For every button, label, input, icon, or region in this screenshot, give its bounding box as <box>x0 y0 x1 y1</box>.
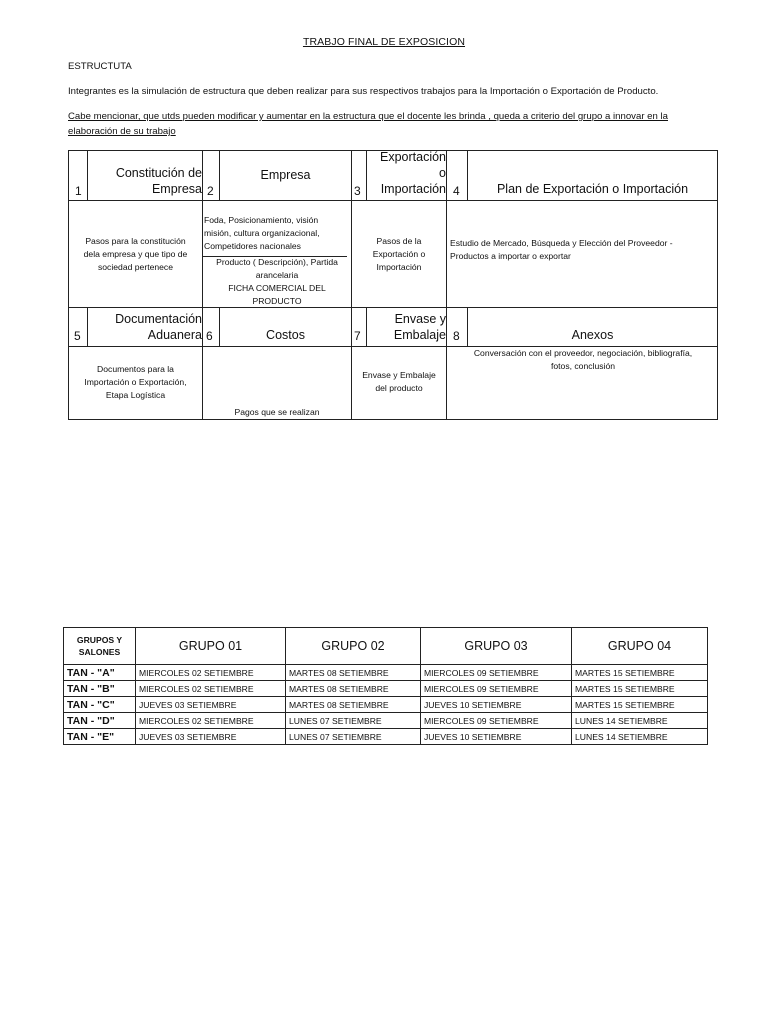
table-row <box>64 713 708 729</box>
salon-cell: TAN - "D" <box>64 713 136 729</box>
section-number: 6 <box>206 329 213 343</box>
desc-text: Conversación con el proveedor, negociación, bibliografía, <box>473 348 693 358</box>
desc-text: Importación o Exportación, <box>84 376 187 387</box>
header-empresa: Empresa <box>260 168 311 182</box>
header-text: Exportación <box>379 150 446 164</box>
section-number: 8 <box>453 329 460 343</box>
section-number: 3 <box>354 184 361 198</box>
desc-costos: Pagos que se realizan <box>234 406 320 417</box>
desc-empresa-2 <box>203 256 351 307</box>
date-cell: JUEVES 03 SETIEMBRE <box>136 729 286 745</box>
date-cell: MARTES 08 SETIEMBRE <box>286 681 421 697</box>
note-line-2: elaboración de su trabajo <box>68 126 176 137</box>
date-cell: MIERCOLES 09 SETIEMBRE <box>421 713 572 729</box>
section-label: ESTRUCTUTA <box>68 61 132 72</box>
salon-cell: TAN - "E" <box>64 729 136 745</box>
column-header-grupo-04: GRUPO 04 <box>572 628 708 665</box>
desc-documentacion <box>69 347 202 417</box>
desc-text: Documentos para la <box>97 363 174 374</box>
desc-text: Pasos de la <box>376 235 422 246</box>
desc-text: Estudio de Mercado, Búsqueda y Elección del Proveedor - <box>450 238 673 248</box>
table-row <box>64 697 708 713</box>
header-text: o <box>439 166 446 180</box>
desc-anexos <box>449 347 717 377</box>
date-cell: JUEVES 03 SETIEMBRE <box>136 697 286 713</box>
desc-text: Pasos para la constitución <box>85 235 186 246</box>
header-envase <box>367 307 446 345</box>
date-cell: LUNES 07 SETIEMBRE <box>286 713 421 729</box>
header-anexos: Anexos <box>571 328 614 342</box>
document-title: TRABJO FINAL DE EXPOSICION <box>302 36 466 48</box>
header-documentacion <box>88 307 202 345</box>
table-row <box>64 681 708 697</box>
salon-cell: TAN - "B" <box>64 681 136 697</box>
col-divider <box>202 151 203 201</box>
date-cell: MIERCOLES 02 SETIEMBRE <box>136 681 286 697</box>
salon-cell: TAN - "A" <box>64 665 136 681</box>
header-text: Aduanera <box>147 328 202 342</box>
section-number: 7 <box>354 329 361 343</box>
col-divider <box>351 151 352 201</box>
desc-text: sociedad pertenece <box>97 261 173 272</box>
corner-text: SALONES <box>78 647 121 657</box>
date-cell: MARTES 15 SETIEMBRE <box>572 697 708 713</box>
desc-exportacion <box>352 201 446 307</box>
date-cell: LUNES 14 SETIEMBRE <box>572 729 708 745</box>
desc-text: Productos a importar o exportar <box>450 251 571 261</box>
section-number: 5 <box>74 329 81 343</box>
desc-text: dela empresa y que tipo de <box>83 248 188 259</box>
corner-text: GRUPOS Y <box>76 635 123 645</box>
col-divider <box>202 307 203 347</box>
desc-text: fotos, conclusión <box>550 361 615 371</box>
desc-text: Importación <box>376 261 422 272</box>
desc-envase <box>352 347 446 417</box>
col-divider <box>351 307 352 347</box>
table-row <box>64 665 708 681</box>
desc-plan <box>450 237 716 267</box>
groups-schedule-table <box>63 627 708 745</box>
section-number: 1 <box>75 184 82 198</box>
note-line-1: Cabe mencionar, que utds pueden modificar y aumentar en la estructura que el docente les brinda , queda a criterio del grupo a innovar en la <box>68 111 668 122</box>
salon-cell: TAN - "C" <box>64 697 136 713</box>
desc-text: Competidores nacionales <box>204 241 301 251</box>
desc-text: FICHA COMERCIAL DEL <box>228 283 326 293</box>
desc-text: Envase y Embalaje <box>362 370 436 380</box>
col-divider <box>446 200 447 308</box>
header-plan: Plan de Exportación o Importación <box>496 182 689 196</box>
column-header-grupo-01: GRUPO 01 <box>136 628 286 665</box>
desc-empresa-1 <box>204 214 351 256</box>
desc-text: Producto ( Descripción), Partida <box>216 257 338 267</box>
desc-text: Etapa Logística <box>105 389 166 400</box>
header-text: Documentación <box>115 312 202 326</box>
header-exportacion <box>367 151 446 199</box>
date-cell: MIERCOLES 02 SETIEMBRE <box>136 665 286 681</box>
date-cell: MIERCOLES 09 SETIEMBRE <box>421 681 572 697</box>
desc-text: misión, cultura organizacional, <box>204 228 320 238</box>
desc-text: Exportación o <box>372 248 426 259</box>
desc-text: del producto <box>375 383 423 393</box>
date-cell: LUNES 07 SETIEMBRE <box>286 729 421 745</box>
table-row <box>64 729 708 745</box>
desc-text: PRODUCTO <box>252 296 302 306</box>
header-constitucion <box>88 151 202 199</box>
date-cell: MARTES 15 SETIEMBRE <box>572 681 708 697</box>
date-cell: MARTES 08 SETIEMBRE <box>286 697 421 713</box>
table-header-row <box>64 628 708 665</box>
date-cell: MARTES 08 SETIEMBRE <box>286 665 421 681</box>
desc-text: Foda, Posicionamiento, visión <box>204 215 319 225</box>
date-cell: MIERCOLES 02 SETIEMBRE <box>136 713 286 729</box>
desc-text: arancelaria <box>255 270 299 280</box>
column-header-grupo-02: GRUPO 02 <box>286 628 421 665</box>
header-text: Empresa <box>151 182 202 196</box>
col-divider <box>446 151 447 201</box>
section-number: 4 <box>453 184 460 198</box>
section-number: 2 <box>207 184 214 198</box>
date-cell: MARTES 15 SETIEMBRE <box>572 665 708 681</box>
col-divider <box>446 307 447 347</box>
structure-table <box>68 150 718 420</box>
date-cell: JUEVES 10 SETIEMBRE <box>421 729 572 745</box>
column-header-grupo-03: GRUPO 03 <box>421 628 572 665</box>
date-cell: LUNES 14 SETIEMBRE <box>572 713 708 729</box>
header-text: Constitución de <box>115 166 202 180</box>
intro-text: Integrantes es la simulación de estructura que deben realizar para sus respectivos trabajos para la Importación o Exportación de Producto. <box>68 86 659 97</box>
header-text: Embalaje <box>393 328 446 342</box>
header-text: Importación <box>380 182 446 196</box>
corner-header <box>64 628 136 665</box>
col-divider <box>446 346 447 420</box>
header-text: Envase y <box>394 312 446 326</box>
date-cell: JUEVES 10 SETIEMBRE <box>421 697 572 713</box>
desc-constitucion <box>69 201 202 307</box>
header-costos: Costos <box>266 328 305 342</box>
date-cell: MIERCOLES 09 SETIEMBRE <box>421 665 572 681</box>
